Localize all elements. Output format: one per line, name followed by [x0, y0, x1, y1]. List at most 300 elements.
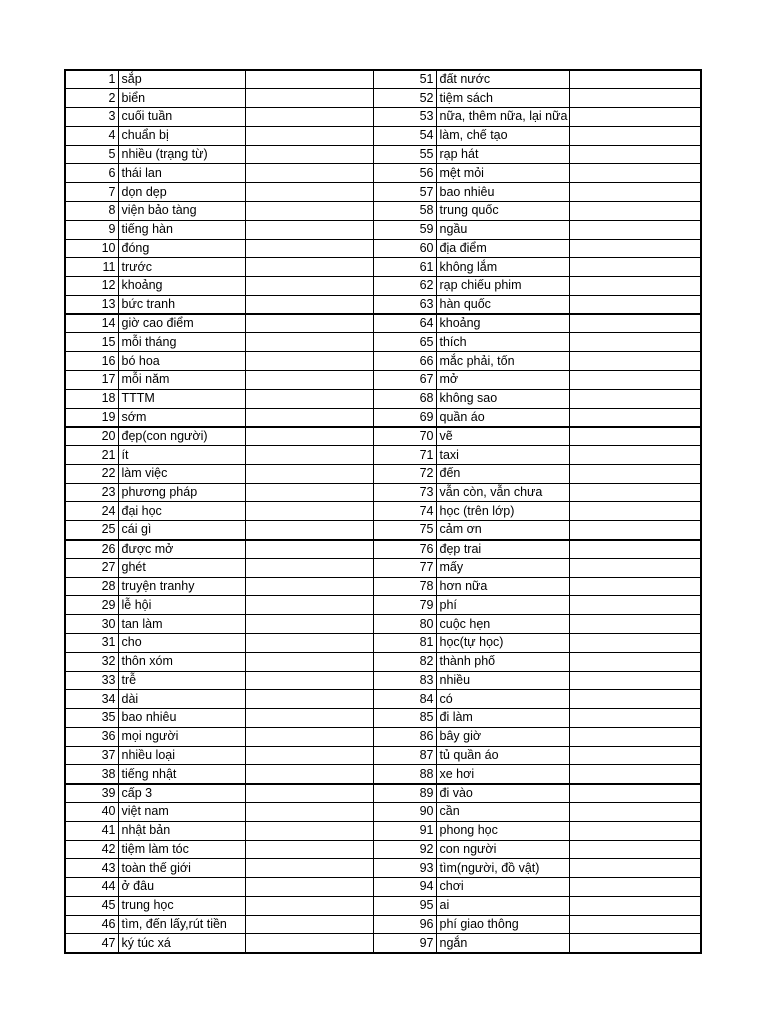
row-number-left: 38: [65, 765, 118, 784]
table-row: [65, 295, 701, 314]
blank-cell-left[interactable]: [245, 633, 373, 652]
vocabulary-word-left: làm việc: [118, 464, 245, 483]
vocabulary-word-left: bó hoa: [118, 352, 245, 371]
row-number-right: 72: [373, 464, 436, 483]
table-row: [65, 690, 701, 709]
table-row: [65, 934, 701, 953]
blank-cell-right[interactable]: [569, 89, 701, 108]
table-row: [65, 389, 701, 408]
row-number-right: 90: [373, 802, 436, 821]
row-number-right: 52: [373, 89, 436, 108]
blank-cell-right[interactable]: [569, 183, 701, 202]
blank-cell-left[interactable]: [245, 201, 373, 220]
table-row: [65, 558, 701, 577]
table-row: [65, 464, 701, 483]
row-number-right: 70: [373, 427, 436, 446]
blank-cell-right[interactable]: [569, 446, 701, 465]
table-row: [65, 615, 701, 634]
vocabulary-word-right: địa điểm: [436, 239, 569, 258]
row-number-left: 2: [65, 89, 118, 108]
vocabulary-word-left: thôn xóm: [118, 652, 245, 671]
vocabulary-word-left: phương pháp: [118, 483, 245, 502]
blank-cell-left[interactable]: [245, 727, 373, 746]
blank-cell-left[interactable]: [245, 446, 373, 465]
row-number-left: 23: [65, 483, 118, 502]
blank-cell-right[interactable]: [569, 521, 701, 540]
blank-cell-left[interactable]: [245, 934, 373, 953]
vocabulary-word-right: bây giờ: [436, 727, 569, 746]
row-number-right: 88: [373, 765, 436, 784]
row-number-left: 36: [65, 727, 118, 746]
row-number-right: 69: [373, 408, 436, 427]
row-number-left: 26: [65, 540, 118, 559]
row-number-right: 60: [373, 239, 436, 258]
row-number-right: 85: [373, 709, 436, 728]
vocabulary-word-left: TTTM: [118, 389, 245, 408]
vocabulary-word-right: mệt mỏi: [436, 164, 569, 183]
blank-cell-right[interactable]: [569, 70, 701, 89]
vocabulary-word-left: mỗi tháng: [118, 333, 245, 352]
row-number-left: 13: [65, 295, 118, 314]
vocabulary-word-left: mỗi năm: [118, 371, 245, 390]
table-row: [65, 652, 701, 671]
row-number-right: 62: [373, 277, 436, 296]
table-row: [65, 802, 701, 821]
row-number-right: 66: [373, 352, 436, 371]
row-number-left: 43: [65, 859, 118, 878]
table-row: [65, 746, 701, 765]
row-number-left: 5: [65, 145, 118, 164]
vocabulary-word-left: tiệm làm tóc: [118, 840, 245, 859]
table-row: [65, 108, 701, 127]
blank-cell-right[interactable]: [569, 934, 701, 953]
blank-cell-left[interactable]: [245, 108, 373, 127]
blank-cell-right[interactable]: [569, 671, 701, 690]
row-number-left: 11: [65, 258, 118, 277]
table-row: [65, 70, 701, 89]
vocabulary-word-left: nhật bản: [118, 821, 245, 840]
blank-cell-right[interactable]: [569, 239, 701, 258]
row-number-right: 84: [373, 690, 436, 709]
vocabulary-word-right: cảm ơn: [436, 521, 569, 540]
blank-cell-right[interactable]: [569, 840, 701, 859]
table-row: [65, 633, 701, 652]
blank-cell-left[interactable]: [245, 164, 373, 183]
vocabulary-word-right: học (trên lớp): [436, 502, 569, 521]
table-row: [65, 427, 701, 446]
blank-cell-right[interactable]: [569, 896, 701, 915]
vocabulary-word-right: hơn nữa: [436, 577, 569, 596]
row-number-right: 51: [373, 70, 436, 89]
blank-cell-left[interactable]: [245, 840, 373, 859]
row-number-right: 78: [373, 577, 436, 596]
row-number-right: 56: [373, 164, 436, 183]
blank-cell-left[interactable]: [245, 859, 373, 878]
vocabulary-word-right: không lắm: [436, 258, 569, 277]
row-number-right: 63: [373, 295, 436, 314]
blank-cell-right[interactable]: [569, 558, 701, 577]
row-number-right: 71: [373, 446, 436, 465]
blank-cell-left[interactable]: [245, 540, 373, 559]
blank-cell-right[interactable]: [569, 802, 701, 821]
row-number-right: 58: [373, 201, 436, 220]
vocabulary-word-right: tủ quần áo: [436, 746, 569, 765]
row-number-right: 75: [373, 521, 436, 540]
row-number-right: 54: [373, 126, 436, 145]
row-number-right: 65: [373, 333, 436, 352]
row-number-right: 89: [373, 784, 436, 803]
row-number-left: 1: [65, 70, 118, 89]
vocabulary-word-left: dọn dẹp: [118, 183, 245, 202]
vocabulary-word-right: phong học: [436, 821, 569, 840]
blank-cell-left[interactable]: [245, 915, 373, 934]
row-number-right: 79: [373, 596, 436, 615]
blank-cell-right[interactable]: [569, 126, 701, 145]
vocabulary-word-left: đẹp(con người): [118, 427, 245, 446]
blank-cell-left[interactable]: [245, 765, 373, 784]
row-number-right: 93: [373, 859, 436, 878]
row-number-right: 86: [373, 727, 436, 746]
blank-cell-right[interactable]: [569, 258, 701, 277]
table-row: [65, 709, 701, 728]
row-number-right: 95: [373, 896, 436, 915]
vocabulary-word-left: đại học: [118, 502, 245, 521]
row-number-right: 55: [373, 145, 436, 164]
table-row: [65, 164, 701, 183]
vocabulary-word-left: thái lan: [118, 164, 245, 183]
blank-cell-left[interactable]: [245, 277, 373, 296]
blank-cell-left[interactable]: [245, 239, 373, 258]
blank-cell-right[interactable]: [569, 878, 701, 897]
row-number-right: 67: [373, 371, 436, 390]
blank-cell-right[interactable]: [569, 108, 701, 127]
vocabulary-word-left: trễ: [118, 671, 245, 690]
table-row: [65, 126, 701, 145]
vocabulary-word-right: làm, chế tạo: [436, 126, 569, 145]
vocabulary-word-right: rạp chiếu phim: [436, 277, 569, 296]
row-number-left: 37: [65, 746, 118, 765]
blank-cell-right[interactable]: [569, 596, 701, 615]
vocabulary-word-left: truyện tranhy: [118, 577, 245, 596]
blank-cell-right[interactable]: [569, 727, 701, 746]
blank-cell-left[interactable]: [245, 352, 373, 371]
vocabulary-word-left: trung học: [118, 896, 245, 915]
row-number-left: 31: [65, 633, 118, 652]
row-number-left: 34: [65, 690, 118, 709]
blank-cell-left[interactable]: [245, 427, 373, 446]
blank-cell-left[interactable]: [245, 577, 373, 596]
blank-cell-right[interactable]: [569, 333, 701, 352]
vocabulary-word-right: nhiều: [436, 671, 569, 690]
blank-cell-right[interactable]: [569, 464, 701, 483]
vocabulary-word-right: đến: [436, 464, 569, 483]
row-number-left: 47: [65, 934, 118, 953]
blank-cell-right[interactable]: [569, 652, 701, 671]
table-row: [65, 220, 701, 239]
vocabulary-word-right: hàn quốc: [436, 295, 569, 314]
vocabulary-word-left: mọi người: [118, 727, 245, 746]
vocabulary-word-left: sắp: [118, 70, 245, 89]
vocabulary-word-right: trung quốc: [436, 201, 569, 220]
table-row: [65, 784, 701, 803]
blank-cell-right[interactable]: [569, 615, 701, 634]
table-row: [65, 577, 701, 596]
blank-cell-right[interactable]: [569, 690, 701, 709]
blank-cell-left[interactable]: [245, 183, 373, 202]
blank-cell-left[interactable]: [245, 89, 373, 108]
row-number-right: 57: [373, 183, 436, 202]
table-row: [65, 521, 701, 540]
row-number-right: 96: [373, 915, 436, 934]
vocabulary-word-left: tìm, đến lấy,rút tiền: [118, 915, 245, 934]
row-number-right: 82: [373, 652, 436, 671]
blank-cell-right[interactable]: [569, 915, 701, 934]
table-row: [65, 859, 701, 878]
vocabulary-word-right: cần: [436, 802, 569, 821]
row-number-left: 45: [65, 896, 118, 915]
vocabulary-word-left: ở đâu: [118, 878, 245, 897]
row-number-right: 76: [373, 540, 436, 559]
blank-cell-left[interactable]: [245, 389, 373, 408]
vocabulary-word-right: phí: [436, 596, 569, 615]
blank-cell-right[interactable]: [569, 633, 701, 652]
blank-cell-right[interactable]: [569, 314, 701, 333]
blank-cell-right[interactable]: [569, 483, 701, 502]
blank-cell-left[interactable]: [245, 408, 373, 427]
blank-cell-left[interactable]: [245, 709, 373, 728]
blank-cell-left[interactable]: [245, 690, 373, 709]
table-row: [65, 183, 701, 202]
table-row: [65, 446, 701, 465]
vocabulary-word-left: tiếng hàn: [118, 220, 245, 239]
table-row: [65, 878, 701, 897]
blank-cell-right[interactable]: [569, 389, 701, 408]
blank-cell-left[interactable]: [245, 558, 373, 577]
row-number-left: 7: [65, 183, 118, 202]
blank-cell-left[interactable]: [245, 596, 373, 615]
table-row: [65, 596, 701, 615]
vocabulary-word-left: cái gì: [118, 521, 245, 540]
row-number-left: 16: [65, 352, 118, 371]
blank-cell-right[interactable]: [569, 427, 701, 446]
blank-cell-right[interactable]: [569, 821, 701, 840]
row-number-right: 80: [373, 615, 436, 634]
blank-cell-right[interactable]: [569, 709, 701, 728]
blank-cell-left[interactable]: [245, 896, 373, 915]
blank-cell-left[interactable]: [245, 821, 373, 840]
blank-cell-right[interactable]: [569, 746, 701, 765]
blank-cell-right[interactable]: [569, 371, 701, 390]
blank-cell-right[interactable]: [569, 859, 701, 878]
row-number-right: 91: [373, 821, 436, 840]
row-number-right: 53: [373, 108, 436, 127]
row-number-left: 27: [65, 558, 118, 577]
table-row: [65, 765, 701, 784]
row-number-left: 15: [65, 333, 118, 352]
row-number-left: 35: [65, 709, 118, 728]
row-number-left: 10: [65, 239, 118, 258]
vocabulary-word-right: học(tự học): [436, 633, 569, 652]
vocabulary-word-left: được mở: [118, 540, 245, 559]
row-number-right: 68: [373, 389, 436, 408]
row-number-right: 61: [373, 258, 436, 277]
blank-cell-left[interactable]: [245, 652, 373, 671]
row-number-left: 46: [65, 915, 118, 934]
vocabulary-word-left: bức tranh: [118, 295, 245, 314]
blank-cell-right[interactable]: [569, 220, 701, 239]
vocabulary-word-right: ngắn: [436, 934, 569, 953]
vocabulary-word-right: đẹp trai: [436, 540, 569, 559]
vocabulary-word-left: tiếng nhật: [118, 765, 245, 784]
blank-cell-left[interactable]: [245, 220, 373, 239]
blank-cell-right[interactable]: [569, 164, 701, 183]
vocabulary-word-right: mắc phải, tốn: [436, 352, 569, 371]
blank-cell-left[interactable]: [245, 145, 373, 164]
vocabulary-word-right: cuộc hẹn: [436, 615, 569, 634]
table-row: [65, 258, 701, 277]
blank-cell-left[interactable]: [245, 746, 373, 765]
row-number-left: 14: [65, 314, 118, 333]
blank-cell-right[interactable]: [569, 765, 701, 784]
row-number-left: 32: [65, 652, 118, 671]
row-number-right: 92: [373, 840, 436, 859]
vocabulary-word-left: nhiều (trạng từ): [118, 145, 245, 164]
blank-cell-right[interactable]: [569, 540, 701, 559]
blank-cell-left[interactable]: [245, 464, 373, 483]
row-number-left: 19: [65, 408, 118, 427]
row-number-left: 39: [65, 784, 118, 803]
vocabulary-word-left: ít: [118, 446, 245, 465]
vocabulary-word-right: xe hơi: [436, 765, 569, 784]
table-row: [65, 840, 701, 859]
row-number-left: 28: [65, 577, 118, 596]
vocabulary-word-right: đi làm: [436, 709, 569, 728]
vocabulary-word-left: sớm: [118, 408, 245, 427]
row-number-right: 87: [373, 746, 436, 765]
vocabulary-word-right: taxi: [436, 446, 569, 465]
blank-cell-left[interactable]: [245, 671, 373, 690]
vocabulary-word-left: việt nam: [118, 802, 245, 821]
vocabulary-word-right: vẫn còn, vẫn chưa: [436, 483, 569, 502]
vocabulary-word-right: mấy: [436, 558, 569, 577]
vocabulary-word-right: thích: [436, 333, 569, 352]
blank-cell-right[interactable]: [569, 295, 701, 314]
row-number-left: 42: [65, 840, 118, 859]
blank-cell-left[interactable]: [245, 483, 373, 502]
blank-cell-left[interactable]: [245, 333, 373, 352]
blank-cell-left[interactable]: [245, 126, 373, 145]
row-number-left: 12: [65, 277, 118, 296]
blank-cell-right[interactable]: [569, 201, 701, 220]
row-number-left: 18: [65, 389, 118, 408]
table-row: [65, 333, 701, 352]
vocabulary-word-left: ghét: [118, 558, 245, 577]
vocabulary-word-right: đi vào: [436, 784, 569, 803]
blank-cell-left[interactable]: [245, 521, 373, 540]
row-number-left: 20: [65, 427, 118, 446]
row-number-right: 73: [373, 483, 436, 502]
row-number-left: 22: [65, 464, 118, 483]
blank-cell-right[interactable]: [569, 502, 701, 521]
blank-cell-left[interactable]: [245, 802, 373, 821]
vocabulary-word-right: có: [436, 690, 569, 709]
table-row: [65, 671, 701, 690]
blank-cell-right[interactable]: [569, 277, 701, 296]
vocabulary-word-right: con người: [436, 840, 569, 859]
row-number-right: 83: [373, 671, 436, 690]
blank-cell-left[interactable]: [245, 295, 373, 314]
blank-cell-left[interactable]: [245, 878, 373, 897]
vocabulary-word-left: cho: [118, 633, 245, 652]
row-number-left: 3: [65, 108, 118, 127]
table-row: [65, 915, 701, 934]
vocabulary-word-left: lễ hội: [118, 596, 245, 615]
table-row: [65, 408, 701, 427]
blank-cell-left[interactable]: [245, 70, 373, 89]
vocabulary-word-left: chuẩn bị: [118, 126, 245, 145]
table-row: [65, 821, 701, 840]
blank-cell-left[interactable]: [245, 784, 373, 803]
vocabulary-word-right: thành phố: [436, 652, 569, 671]
vocabulary-word-right: ngầu: [436, 220, 569, 239]
row-number-left: 21: [65, 446, 118, 465]
row-number-right: 94: [373, 878, 436, 897]
vocabulary-word-left: đóng: [118, 239, 245, 258]
row-number-left: 17: [65, 371, 118, 390]
vocabulary-word-right: đất nước: [436, 70, 569, 89]
row-number-left: 30: [65, 615, 118, 634]
table-row: [65, 896, 701, 915]
row-number-left: 33: [65, 671, 118, 690]
table-row: [65, 239, 701, 258]
table-row: [65, 727, 701, 746]
blank-cell-left[interactable]: [245, 371, 373, 390]
blank-cell-right[interactable]: [569, 577, 701, 596]
vocabulary-word-left: ký túc xá: [118, 934, 245, 953]
row-number-right: 81: [373, 633, 436, 652]
row-number-left: 44: [65, 878, 118, 897]
vocabulary-word-right: quần áo: [436, 408, 569, 427]
vocabulary-word-left: bao nhiêu: [118, 709, 245, 728]
row-number-left: 25: [65, 521, 118, 540]
vocabulary-word-right: rạp hát: [436, 145, 569, 164]
row-number-left: 6: [65, 164, 118, 183]
table-row: [65, 352, 701, 371]
table-row: [65, 277, 701, 296]
vocabulary-table: [64, 69, 702, 954]
row-number-left: 24: [65, 502, 118, 521]
table-row: [65, 89, 701, 108]
blank-cell-left[interactable]: [245, 258, 373, 277]
vocabulary-word-left: dài: [118, 690, 245, 709]
table-row: [65, 314, 701, 333]
blank-cell-left[interactable]: [245, 502, 373, 521]
vocabulary-word-left: cuối tuần: [118, 108, 245, 127]
blank-cell-left[interactable]: [245, 314, 373, 333]
blank-cell-left[interactable]: [245, 615, 373, 634]
vocabulary-word-left: trước: [118, 258, 245, 277]
blank-cell-right[interactable]: [569, 352, 701, 371]
vocabulary-word-left: cấp 3: [118, 784, 245, 803]
vocabulary-word-left: toàn thế giới: [118, 859, 245, 878]
row-number-left: 41: [65, 821, 118, 840]
blank-cell-right[interactable]: [569, 408, 701, 427]
blank-cell-right[interactable]: [569, 784, 701, 803]
vocabulary-word-right: vẽ: [436, 427, 569, 446]
row-number-left: 29: [65, 596, 118, 615]
row-number-right: 59: [373, 220, 436, 239]
blank-cell-right[interactable]: [569, 145, 701, 164]
